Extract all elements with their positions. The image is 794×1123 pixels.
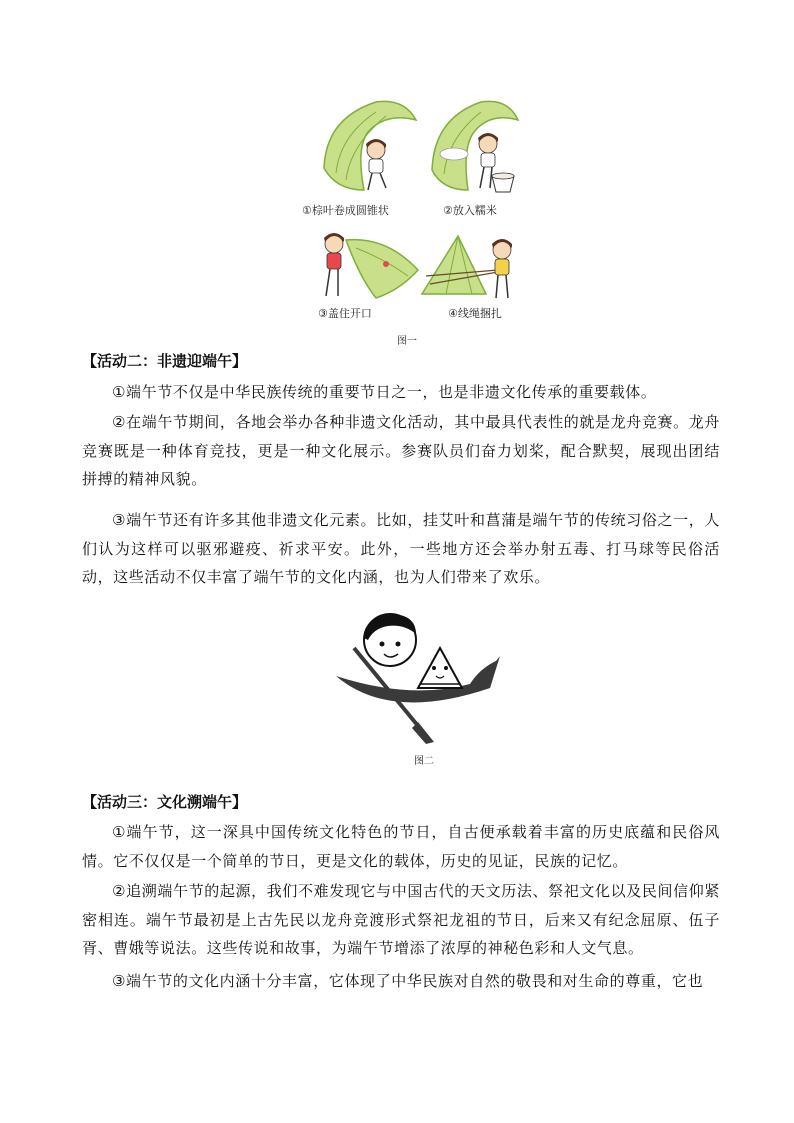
activity3-paragraph-2: ②追溯端午节的起源，我们不难发现它与中国古代的天文历法、祭祀文化以及民间信仰紧密相连。端午节最初是上古先民以龙舟竞渡形式祭祀龙祖的节日，后来又有纪念屈原、伍子胥、曹娥等说法。这些传说和故事，为端午节增添了浓厚的神秘色彩和人文气息。: [82, 882, 720, 957]
figure2-label: 图二: [414, 756, 434, 767]
activity2-paragraph-2: ②在端午节期间，各地会举办各种非遗文化活动，其中最具代表性的就是龙舟竞赛。龙舟竞赛既是一种体育竞技，更是一种文化展示。参赛队员们奋力划桨，配合默契，展现出团结拼搏的精神风貌。: [82, 413, 720, 488]
figure1-step2-illustration: [426, 98, 521, 198]
activity3-paragraph-3: ③端午节的文化内涵十分丰富，它体现了中华民族对自然的敬畏和对生命的尊重，它也: [112, 972, 704, 990]
figure1-step1-illustration: [316, 98, 421, 198]
figure1-step3-illustration: [316, 230, 421, 302]
figure1-step3-caption: ③盖住开口: [318, 307, 372, 320]
activity3-paragraph-1: ①端午节，这一深具中国传统文化特色的节日，自古便承载着丰富的历史底蕴和民俗风情。它不仅仅是一个简单的节日，更是文化的载体，历史的见证，民族的记忆。: [82, 823, 720, 870]
activity2-heading: 【活动二：非遗迎端午】: [82, 352, 248, 370]
figure2-illustration: [330, 610, 505, 745]
figure1-step4-caption: ④线绳捆扎: [448, 307, 502, 320]
activity2-paragraph-1: ①端午节不仅是中华民族传统的重要节日之一，也是非遗文化传承的重要载体。: [112, 383, 657, 401]
figure1-label: 图一: [397, 336, 417, 347]
activity3-heading: 【活动三：文化溯端午】: [82, 793, 248, 811]
figure1-step1-caption: ①棕叶卷成圆锥状: [302, 204, 389, 217]
figure1-step4-illustration: [418, 232, 518, 302]
activity2-paragraph-3: ③端午节还有许多其他非遗文化元素。比如，挂艾叶和菖蒲是端午节的传统习俗之一，人们认为这样可以驱邪避疫、祈求平安。此外，一些地方还会举办射五毒、打马球等民俗活动，这些活动不仅丰富了端午节的文化内涵，也为人们带来了欢乐。: [82, 511, 720, 586]
figure1-step2-caption: ②放入糯米: [443, 204, 497, 217]
